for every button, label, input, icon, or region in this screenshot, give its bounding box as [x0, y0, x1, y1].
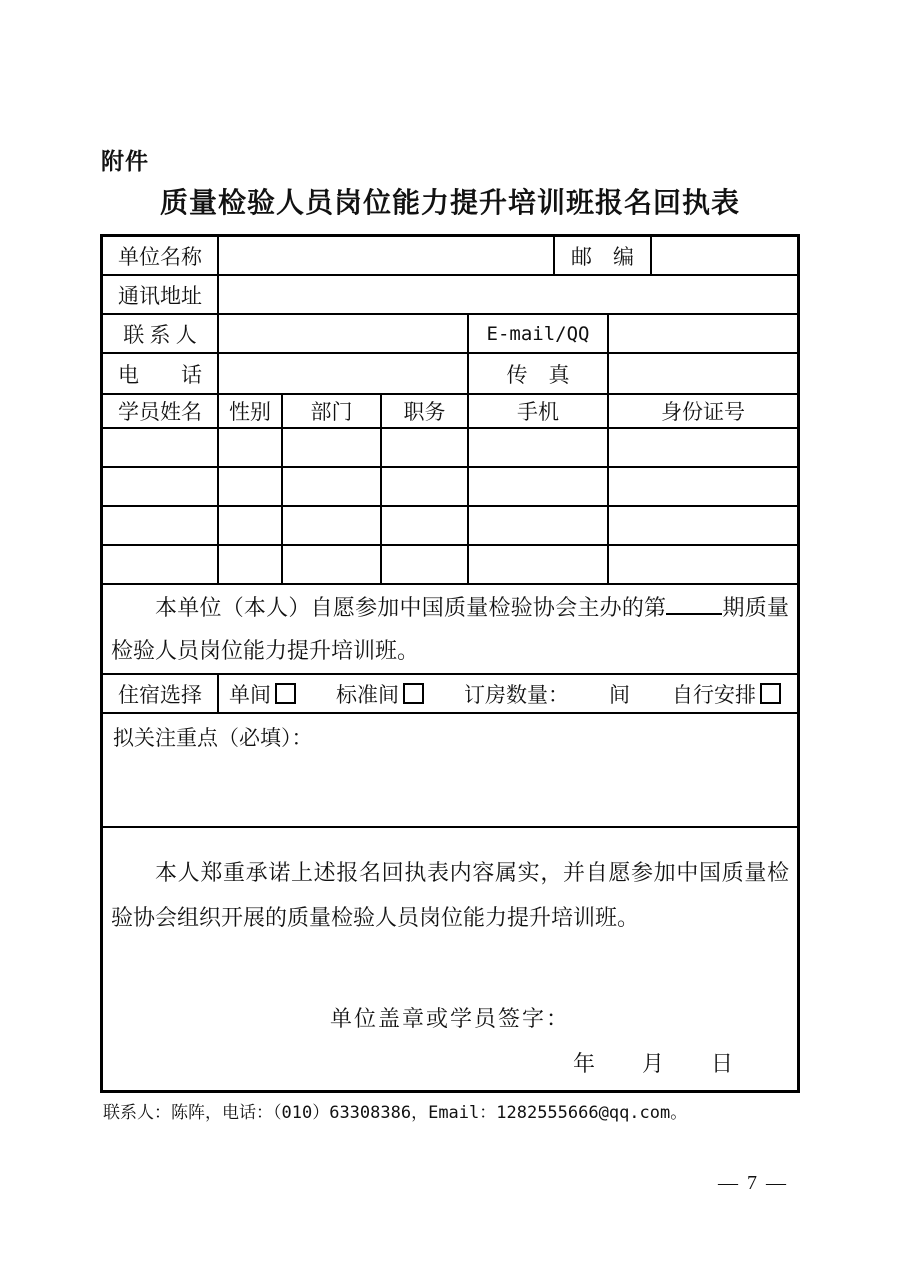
- empty-cell: [219, 468, 283, 507]
- participation-statement: [103, 585, 797, 675]
- student-table-header: [103, 395, 797, 429]
- row-focus: [103, 714, 797, 828]
- signature-label: 单位盖章或学员签字：: [329, 1006, 570, 1031]
- empty-cell: [382, 507, 469, 546]
- phone-label: 电 话: [103, 354, 219, 395]
- option-single-room: 单间: [229, 682, 271, 707]
- fax-label: 传 真: [469, 354, 609, 395]
- empty-cell: [469, 468, 609, 507]
- row-commitment: [103, 828, 797, 1090]
- checkbox-single-room: [275, 683, 296, 704]
- option-standard-room: 标准间: [336, 682, 399, 707]
- empty-cell: [609, 429, 797, 468]
- checkbox-self-arrange: [760, 683, 781, 704]
- email-qq-field: [609, 315, 797, 354]
- row-unit-name: [103, 237, 797, 276]
- option-self-arrange: 自行安排: [672, 682, 756, 707]
- empty-cell: [469, 546, 609, 585]
- footer-contact-info: 联系人：陈阵，电话：（010）63308386，Email：1282555666@qq.com。: [103, 1103, 688, 1123]
- unit-name-field: [219, 237, 555, 276]
- email-qq-label: E-mail/QQ: [469, 315, 609, 354]
- contact-person-field: [219, 315, 469, 354]
- empty-cell: [103, 507, 219, 546]
- empty-cell: [103, 468, 219, 507]
- empty-cell: [609, 546, 797, 585]
- participation-prefix: 本单位（本人）自愿参加中国质量检验协会主办的第: [155, 595, 667, 620]
- address-label: 通讯地址: [103, 276, 219, 315]
- empty-cell: [283, 507, 382, 546]
- postal-code-field: [652, 237, 797, 276]
- header-position: 职务: [382, 395, 469, 429]
- empty-cell: [609, 468, 797, 507]
- empty-cell: [103, 546, 219, 585]
- row-contact: [103, 315, 797, 354]
- student-row-3: [103, 507, 797, 546]
- room-quantity-label: 订房数量：: [464, 682, 569, 707]
- row-phone: [103, 354, 797, 395]
- accommodation-label: 住宿选择: [103, 675, 219, 714]
- attachment-label: 附件: [101, 149, 149, 175]
- page-number: — 7 —: [718, 1172, 788, 1194]
- registration-form-table: [100, 234, 800, 1093]
- header-student-name: 学员姓名: [103, 395, 219, 429]
- empty-cell: [219, 429, 283, 468]
- accommodation-options: [219, 675, 797, 714]
- session-number-blank: [666, 589, 722, 615]
- empty-cell: [382, 546, 469, 585]
- student-row-4: [103, 546, 797, 585]
- address-field: [219, 276, 797, 315]
- empty-cell: [283, 429, 382, 468]
- empty-cell: [609, 507, 797, 546]
- row-participation: [103, 585, 797, 675]
- focus-field: 拟关注重点（必填）：: [103, 714, 797, 828]
- header-department: 部门: [283, 395, 382, 429]
- row-address: [103, 276, 797, 315]
- room-quantity-unit: 间: [609, 682, 630, 707]
- empty-cell: [283, 468, 382, 507]
- empty-cell: [382, 429, 469, 468]
- commitment-cell: [103, 828, 797, 1090]
- empty-cell: [469, 429, 609, 468]
- checkbox-standard-room: [403, 683, 424, 704]
- date-label: 年 月 日: [572, 1051, 734, 1076]
- student-row-1: [103, 429, 797, 468]
- fax-field: [609, 354, 797, 395]
- contact-person-label: 联 系 人: [103, 315, 219, 354]
- header-gender: 性别: [219, 395, 283, 429]
- student-row-2: [103, 468, 797, 507]
- empty-cell: [219, 546, 283, 585]
- unit-name-label: 单位名称: [103, 237, 219, 276]
- phone-field: [219, 354, 469, 395]
- empty-cell: [283, 546, 382, 585]
- commitment-statement: 本人郑重承诺上述报名回执表内容属实，并自愿参加中国质量检验协会组织开展的质量检验人员岗位能力提升培训班。: [111, 860, 789, 930]
- empty-cell: [469, 507, 609, 546]
- empty-cell: [219, 507, 283, 546]
- header-mobile: 手机: [469, 395, 609, 429]
- page-title: 质量检验人员岗位能力提升培训班报名回执表: [159, 186, 740, 219]
- empty-cell: [103, 429, 219, 468]
- postal-code-label: 邮 编: [555, 237, 652, 276]
- empty-cell: [382, 468, 469, 507]
- header-id-number: 身份证号: [609, 395, 797, 429]
- participation-suffix: 期质量检验人员岗位能力提升培训班。: [111, 595, 789, 663]
- row-accommodation: [103, 675, 797, 714]
